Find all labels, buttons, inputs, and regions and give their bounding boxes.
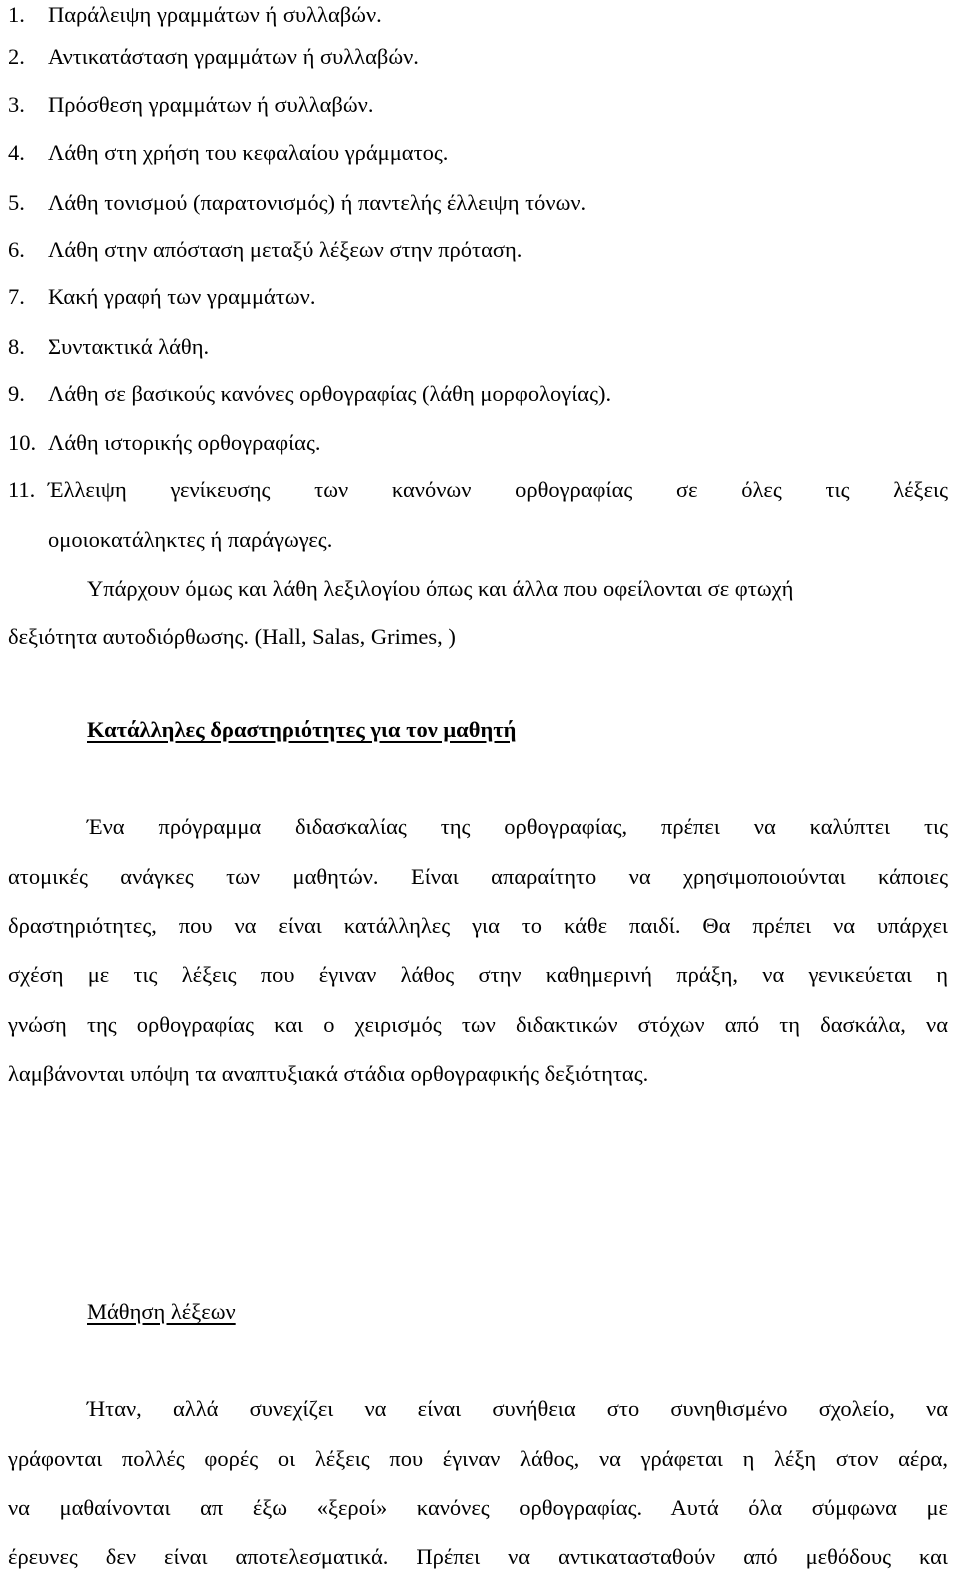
list-number: 5. <box>8 190 25 215</box>
list-text: Λάθη στην απόσταση μεταξύ λέξεων στην πρόταση. <box>48 237 523 262</box>
list-text: Λάθη στη χρήση του κεφαλαίου γράμματος. <box>48 140 449 165</box>
list-text: Κακή γραφή των γραμμάτων. <box>48 284 316 309</box>
list-text: Παράλειψη γραμμάτων ή συλλαβών. <box>48 2 382 27</box>
section-heading: Κατάλληλες δραστηριότητες για τον μαθητή <box>87 717 517 742</box>
list-text: Λάθη τονισμού (παρατονισμός) ή παντελής έλλειψη τόνων. <box>48 190 587 215</box>
list-number: 9. <box>8 381 25 406</box>
list-number: 11. <box>8 477 36 502</box>
list-text: Συντακτικά λάθη. <box>48 334 210 359</box>
list-text: Λάθη ιστορικής ορθογραφίας. <box>48 430 321 455</box>
paragraph-line: γράφονται πολλές φορές οι λέξεις που έγιναν λάθος, να γράφεται η λέξη στον αέρα, <box>8 1446 948 1471</box>
paragraph-line: ατομικές ανάγκες των μαθητών. Είναι απαραίτητο να χρησιμοποιούνται κάποιες <box>8 864 948 889</box>
paragraph-line: Ένα πρόγραμμα διδασκαλίας της ορθογραφίας, πρέπει να καλύπτει τις <box>87 814 948 839</box>
list-text: Αντικατάσταση γραμμάτων ή συλλαβών. <box>48 44 419 69</box>
list-number: 8. <box>8 334 25 359</box>
paragraph-line: έρευνες δεν είναι αποτελεσματικά. Πρέπει να αντικατασταθούν από μεθόδους και <box>8 1544 948 1569</box>
list-number: 7. <box>8 284 25 309</box>
paragraph-line: γνώση της ορθογραφίας και ο χειρισμός των διδακτικών στόχων από τη δασκάλα, να <box>8 1012 948 1037</box>
paragraph-line: λαμβάνονται υπόψη τα αναπτυξιακά στάδια ορθογραφικής δεξιότητας. <box>8 1061 649 1086</box>
list-number: 2. <box>8 44 25 69</box>
section-heading: Μάθηση λέξεων <box>87 1299 236 1324</box>
list-number: 10. <box>8 430 37 455</box>
paragraph-line: δραστηριότητες, που να είναι κατάλληλες για το κάθε παιδί. Θα πρέπει να υπάρχει <box>8 913 948 938</box>
list-text: Έλλειψη γενίκευσης των κανόνων ορθογραφίας σε όλες τις λέξεις <box>48 477 948 502</box>
paragraph-line: Ήταν, αλλά συνεχίζει να είναι συνήθεια στο συνηθισμένο σχολείο, να <box>87 1396 948 1421</box>
paragraph-line: σχέση με τις λέξεις που έγιναν λάθος στην καθημερινή πράξη, να γενικεύεται η <box>8 962 948 987</box>
paragraph-line: να μαθαίνονται απ έξω «ξεροί» κανόνες ορθογραφίας. Αυτά όλα σύμφωνα με <box>8 1495 948 1520</box>
paragraph-line: δεξιότητα αυτοδιόρθωσης. (Hall, Salas, Grimes, ) <box>8 624 456 649</box>
list-number: 3. <box>8 92 25 117</box>
list-text: Λάθη σε βασικούς κανόνες ορθογραφίας (λάθη μορφολογίας). <box>48 381 612 406</box>
list-text: Πρόσθεση γραμμάτων ή συλλαβών. <box>48 92 374 117</box>
list-text: ομοιοκατάληκτες ή παράγωγες. <box>48 527 333 552</box>
list-number: 1. <box>8 2 25 27</box>
paragraph-line: Υπάρχουν όμως και λάθη λεξιλογίου όπως και άλλα που οφείλονται σε φτωχή <box>87 576 794 601</box>
list-number: 4. <box>8 140 25 165</box>
list-number: 6. <box>8 237 25 262</box>
